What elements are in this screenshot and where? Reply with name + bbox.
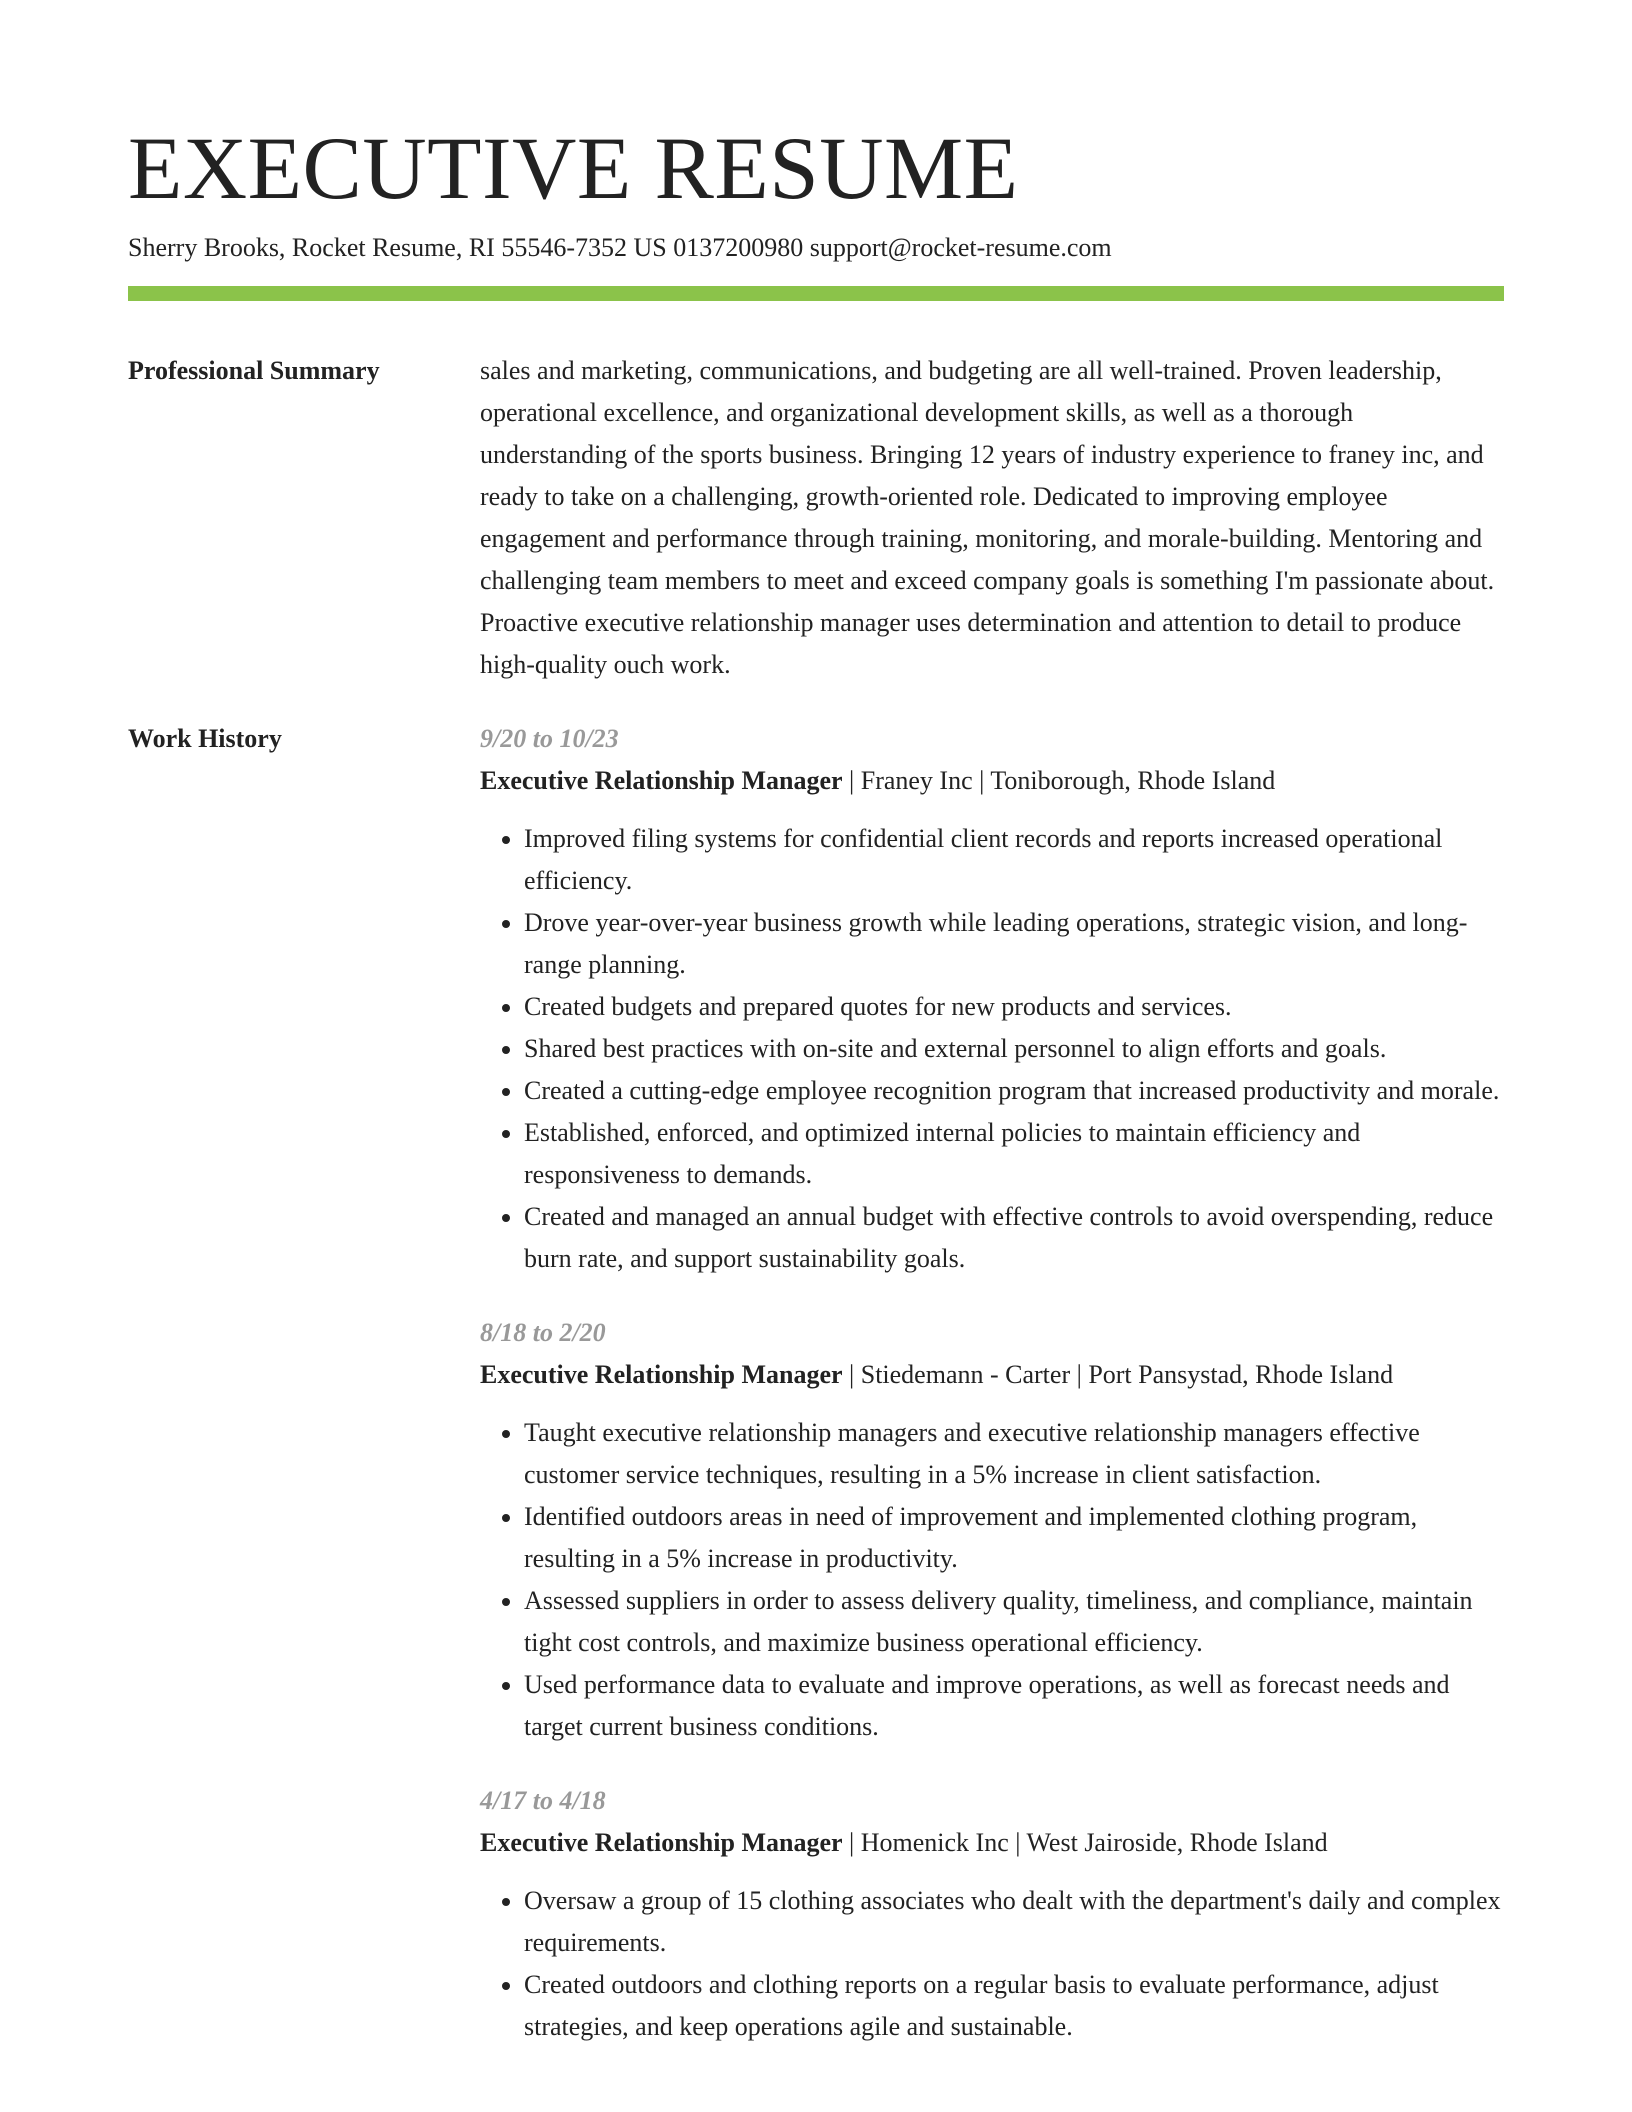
summary-body (480, 350, 1504, 686)
job-title: Executive Relationship Manager (480, 766, 843, 795)
job-bullet: • Created a cutting-edge employee recognition program that increased productivity and morale. (524, 1070, 1504, 1112)
section-label-summary: Professional Summary (128, 356, 380, 385)
job-title: Executive Relationship Manager (480, 1828, 843, 1857)
job-bullet: • Identified outdoors areas in need of improvement and implemented clothing program, resulting in a 5% increase in productivity. (524, 1496, 1504, 1580)
job-bullets (480, 1412, 1504, 1748)
summary-text: sales and marketing, communications, and budgeting are all well-trained. Proven leadership, operational excellence, and organizational development skills, as well as a thorough understanding of the sports business. Bringing 12 years of industry experience to franey inc, and ready to take on a challenging, growth-oriented role. Dedicated to improving employee engagement and performance through training, monitoring, and morale-building. Mentoring and challenging team members to meet and exceed company goals is something I'm passionate about. Proactive executive relationship manager uses determination and attention to detail to produce high-quality ouch work. (480, 356, 1495, 679)
section-label-work-history: Work History (128, 724, 282, 753)
job-title: Executive Relationship Manager (480, 1360, 843, 1389)
accent-divider (128, 286, 1504, 301)
job-bullet: • Oversaw a group of 15 clothing associates who dealt with the department's daily and complex requirements. (524, 1880, 1504, 1964)
job-details: | Franey Inc | Toniborough, Rhode Island (842, 766, 1276, 795)
job-bullet: • Taught executive relationship managers and executive relationship managers effective customer service techniques, resulting in a 5% increase in client satisfaction. (524, 1412, 1504, 1496)
job-title-line (480, 1354, 1504, 1396)
job-entry (480, 718, 1504, 1280)
job-bullet: • Drove year-over-year business growth while leading operations, strategic vision, and long-range planning. (524, 902, 1504, 986)
job-details: | Stiedemann - Carter | Port Pansystad, Rhode Island (842, 1360, 1394, 1389)
job-bullet: • Used performance data to evaluate and improve operations, as well as forecast needs and target current business conditions. (524, 1664, 1504, 1748)
job-bullets (480, 1880, 1504, 2048)
job-bullets (480, 818, 1504, 1280)
job-bullet: • Improved filing systems for confidential client records and reports increased operational efficiency. (524, 818, 1504, 902)
job-dates: 4/17 to 4/18 (480, 1786, 606, 1815)
job-entry (480, 1312, 1504, 1748)
job-bullet: • Created outdoors and clothing reports on a regular basis to evaluate performance, adjust strategies, and keep operations agile and sustainable. (524, 1964, 1504, 2048)
job-bullet: • Created budgets and prepared quotes for new products and services. (524, 986, 1504, 1028)
job-entry (480, 1780, 1504, 2048)
job-title-line (480, 1822, 1504, 1864)
job-details: | Homenick Inc | West Jairoside, Rhode Island (842, 1828, 1328, 1857)
job-bullet: • Created and managed an annual budget with effective controls to avoid overspending, reduce burn rate, and support sustainability goals. (524, 1196, 1504, 1280)
job-dates: 9/20 to 10/23 (480, 724, 619, 753)
job-dates: 8/18 to 2/20 (480, 1318, 606, 1347)
job-title-line (480, 760, 1504, 802)
job-bullet: • Shared best practices with on-site and external personnel to align efforts and goals. (524, 1028, 1504, 1070)
resume-title: EXECUTIVE RESUME (128, 120, 1019, 218)
job-bullet: • Established, enforced, and optimized internal policies to maintain efficiency and responsiveness to demands. (524, 1112, 1504, 1196)
job-bullet: • Assessed suppliers in order to assess delivery quality, timeliness, and compliance, maintain tight cost controls, and maximize business operational efficiency. (524, 1580, 1504, 1664)
work-history-body (480, 718, 1504, 2080)
contact-line: Sherry Brooks, Rocket Resume, RI 55546-7352 US 0137200980 support@rocket-resume.com (128, 233, 1112, 262)
